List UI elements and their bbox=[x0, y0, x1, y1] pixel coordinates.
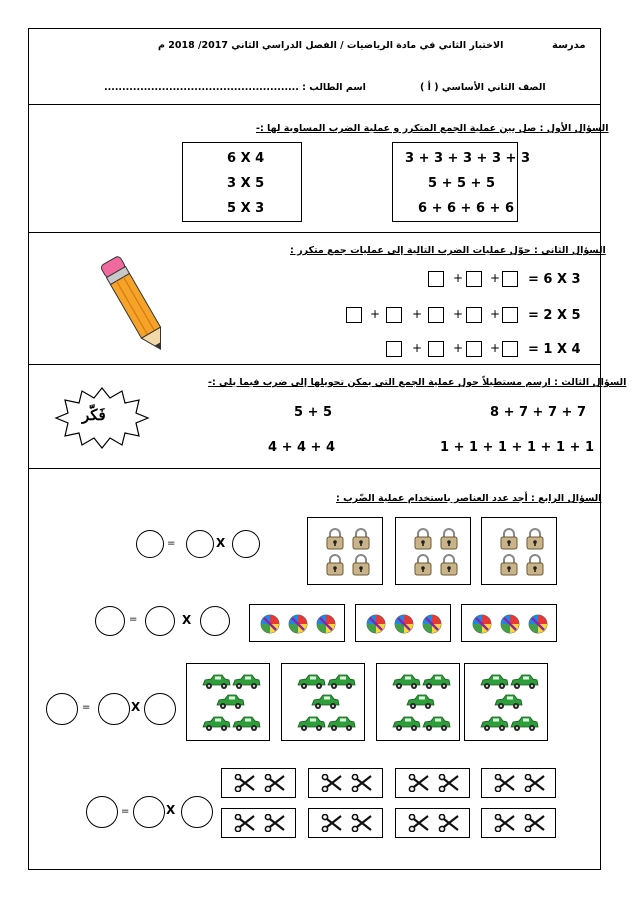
lock-icon bbox=[414, 554, 432, 580]
car-icon bbox=[215, 694, 245, 714]
times-sign: X bbox=[216, 536, 226, 550]
car-icon bbox=[326, 716, 356, 736]
answer-circle[interactable] bbox=[232, 530, 260, 558]
answer-box[interactable] bbox=[502, 341, 518, 357]
student-name-field[interactable]: اسم الطالب : ...................................................... bbox=[104, 82, 366, 93]
ball-icon bbox=[500, 614, 520, 638]
product-2: 3 X 5 bbox=[227, 176, 265, 191]
picture-group-box bbox=[221, 808, 296, 838]
lock-icon bbox=[526, 528, 544, 554]
car-icon bbox=[509, 674, 539, 694]
q1-products-box bbox=[182, 142, 302, 222]
lock-icon bbox=[352, 554, 370, 580]
equals-sign: = bbox=[167, 538, 176, 549]
scissors-icon bbox=[264, 814, 286, 836]
lock-icon bbox=[440, 528, 458, 554]
lock-icon bbox=[326, 554, 344, 580]
scissors-icon bbox=[234, 774, 256, 796]
scissors-icon bbox=[408, 814, 430, 836]
answer-circle[interactable] bbox=[145, 606, 175, 636]
picture-group-box bbox=[395, 808, 470, 838]
ball-icon bbox=[472, 614, 492, 638]
answer-box[interactable] bbox=[502, 307, 518, 323]
q2-row2-expr: = 2 X 5 bbox=[528, 308, 581, 323]
lock-icon bbox=[326, 528, 344, 554]
equals-sign: = bbox=[121, 806, 130, 817]
picture-group-box bbox=[464, 663, 548, 741]
scissors-icon bbox=[494, 814, 516, 836]
ball-icon bbox=[422, 614, 442, 638]
picture-group-box bbox=[281, 663, 365, 741]
car-icon bbox=[310, 694, 340, 714]
scissors-icon bbox=[321, 774, 343, 796]
divider bbox=[28, 232, 601, 233]
car-icon bbox=[479, 716, 509, 736]
q2-title: السؤال الثاني : حوّل عمليات الضرب التالية إلى عمليات جمع متكرر : bbox=[290, 245, 606, 256]
plus-sign: + bbox=[453, 307, 464, 321]
answer-box[interactable] bbox=[502, 271, 518, 287]
picture-group-box bbox=[376, 663, 460, 741]
product-3: 5 X 3 bbox=[227, 201, 265, 216]
answer-circle[interactable] bbox=[98, 693, 130, 725]
car-icon bbox=[421, 716, 451, 736]
divider bbox=[28, 364, 601, 365]
scissors-icon bbox=[321, 814, 343, 836]
q1-additions-box bbox=[392, 142, 531, 222]
answer-box[interactable] bbox=[428, 341, 444, 357]
plus-sign: + bbox=[490, 271, 501, 285]
answer-box[interactable] bbox=[466, 307, 482, 323]
answer-circle[interactable] bbox=[181, 796, 213, 828]
q3-expr-3[interactable]: 1 + 1 + 1 + 1 + 1 + 1 bbox=[440, 440, 594, 455]
q4-title: السؤال الرابع : أجد عدد العناصر باستخدام عملية الضّرب : bbox=[336, 493, 602, 504]
ball-icon bbox=[394, 614, 414, 638]
car-icon bbox=[231, 674, 261, 694]
picture-group-box bbox=[395, 517, 471, 585]
plus-sign: + bbox=[370, 307, 381, 321]
picture-group-box bbox=[481, 517, 557, 585]
ball-icon bbox=[366, 614, 386, 638]
answer-circle[interactable] bbox=[133, 796, 165, 828]
ball-icon bbox=[316, 614, 336, 638]
plus-sign: + bbox=[490, 341, 501, 355]
picture-group-box bbox=[395, 768, 470, 798]
answer-box[interactable] bbox=[428, 307, 444, 323]
pencil-icon bbox=[90, 250, 180, 360]
lock-icon bbox=[500, 554, 518, 580]
lock-icon bbox=[500, 528, 518, 554]
q1-title: السؤال الأول : صل بين عملية الجمع المتكرر و عملية الضرب المساوية لها :- bbox=[256, 123, 609, 134]
lock-icon bbox=[440, 554, 458, 580]
divider bbox=[28, 468, 601, 469]
ball-icon bbox=[260, 614, 280, 638]
picture-group-box bbox=[186, 663, 270, 741]
car-icon bbox=[391, 716, 421, 736]
scissors-icon bbox=[494, 774, 516, 796]
product-1: 6 X 4 bbox=[227, 151, 265, 166]
ball-icon bbox=[288, 614, 308, 638]
answer-box[interactable] bbox=[386, 307, 402, 323]
answer-circle[interactable] bbox=[200, 606, 230, 636]
car-icon bbox=[231, 716, 261, 736]
addition-3: 6 + 6 + 6 + 6 bbox=[418, 201, 515, 216]
scissors-icon bbox=[234, 814, 256, 836]
exam-title: الاختبار الثاني في مادة الرياضيات / الفصل الدراسي الثاني 2017/ 2018 م bbox=[158, 40, 504, 51]
answer-box[interactable] bbox=[466, 341, 482, 357]
car-icon bbox=[201, 716, 231, 736]
picture-group-box bbox=[308, 808, 383, 838]
grade-label: الصف الثاني الأساسي ( أ ) bbox=[420, 82, 546, 93]
think-label: فَكّر bbox=[82, 406, 106, 424]
times-sign: X bbox=[131, 700, 141, 714]
times-sign: X bbox=[182, 613, 192, 627]
plus-sign: + bbox=[412, 341, 423, 355]
q2-row3-expr: = 1 X 4 bbox=[528, 342, 581, 357]
scissors-icon bbox=[438, 814, 460, 836]
q3-title: السؤال الثالث : ارسم مستطيلاً حول عملية الجمع التي يمكن تحويلها إلى ضرب فيما يلي :- bbox=[208, 377, 627, 388]
answer-box[interactable] bbox=[466, 271, 482, 287]
answer-circle[interactable] bbox=[46, 693, 78, 725]
q3-expr-2[interactable]: 5 + 5 bbox=[294, 405, 333, 420]
scissors-icon bbox=[351, 774, 373, 796]
answer-box[interactable] bbox=[346, 307, 362, 323]
addition-2: 5 + 5 + 5 bbox=[428, 176, 496, 191]
picture-group-box bbox=[307, 517, 383, 585]
car-icon bbox=[296, 674, 326, 694]
q2-row1-expr: = 6 X 3 bbox=[528, 272, 581, 287]
scissors-icon bbox=[264, 774, 286, 796]
car-icon bbox=[391, 674, 421, 694]
answer-circle[interactable] bbox=[95, 606, 125, 636]
car-icon bbox=[326, 674, 356, 694]
picture-group-box bbox=[221, 768, 296, 798]
picture-group-box bbox=[461, 604, 557, 642]
plus-sign: + bbox=[412, 307, 423, 321]
lock-icon bbox=[526, 554, 544, 580]
answer-circle[interactable] bbox=[86, 796, 118, 828]
picture-group-box bbox=[481, 768, 556, 798]
school-label: مدرسة bbox=[552, 40, 586, 51]
divider bbox=[28, 104, 601, 105]
car-icon bbox=[421, 674, 451, 694]
picture-group-box bbox=[249, 604, 345, 642]
lock-icon bbox=[352, 528, 370, 554]
car-icon bbox=[405, 694, 435, 714]
scissors-icon bbox=[408, 774, 430, 796]
car-icon bbox=[201, 674, 231, 694]
answer-circle[interactable] bbox=[144, 693, 176, 725]
car-icon bbox=[509, 716, 539, 736]
lock-icon bbox=[414, 528, 432, 554]
scissors-icon bbox=[438, 774, 460, 796]
equals-sign: = bbox=[82, 702, 91, 713]
q3-expr-1[interactable]: 8 + 7 + 7 + 7 bbox=[490, 405, 587, 420]
plus-sign: + bbox=[490, 307, 501, 321]
plus-sign: + bbox=[453, 341, 464, 355]
picture-group-box bbox=[308, 768, 383, 798]
answer-box[interactable] bbox=[428, 271, 444, 287]
car-icon bbox=[479, 674, 509, 694]
picture-group-box bbox=[355, 604, 451, 642]
answer-circle[interactable] bbox=[136, 530, 164, 558]
plus-sign: + bbox=[453, 271, 464, 285]
scissors-icon bbox=[524, 774, 546, 796]
car-icon bbox=[296, 716, 326, 736]
ball-icon bbox=[528, 614, 548, 638]
addition-1: 3 + 3 + 3 + 3 + 3 bbox=[405, 151, 531, 166]
car-icon bbox=[493, 694, 523, 714]
scissors-icon bbox=[524, 814, 546, 836]
scissors-icon bbox=[351, 814, 373, 836]
q3-expr-4[interactable]: 4 + 4 + 4 bbox=[268, 440, 336, 455]
picture-group-box bbox=[481, 808, 556, 838]
times-sign: X bbox=[166, 803, 176, 817]
equals-sign: = bbox=[129, 614, 138, 625]
answer-box[interactable] bbox=[386, 341, 402, 357]
answer-circle[interactable] bbox=[186, 530, 214, 558]
